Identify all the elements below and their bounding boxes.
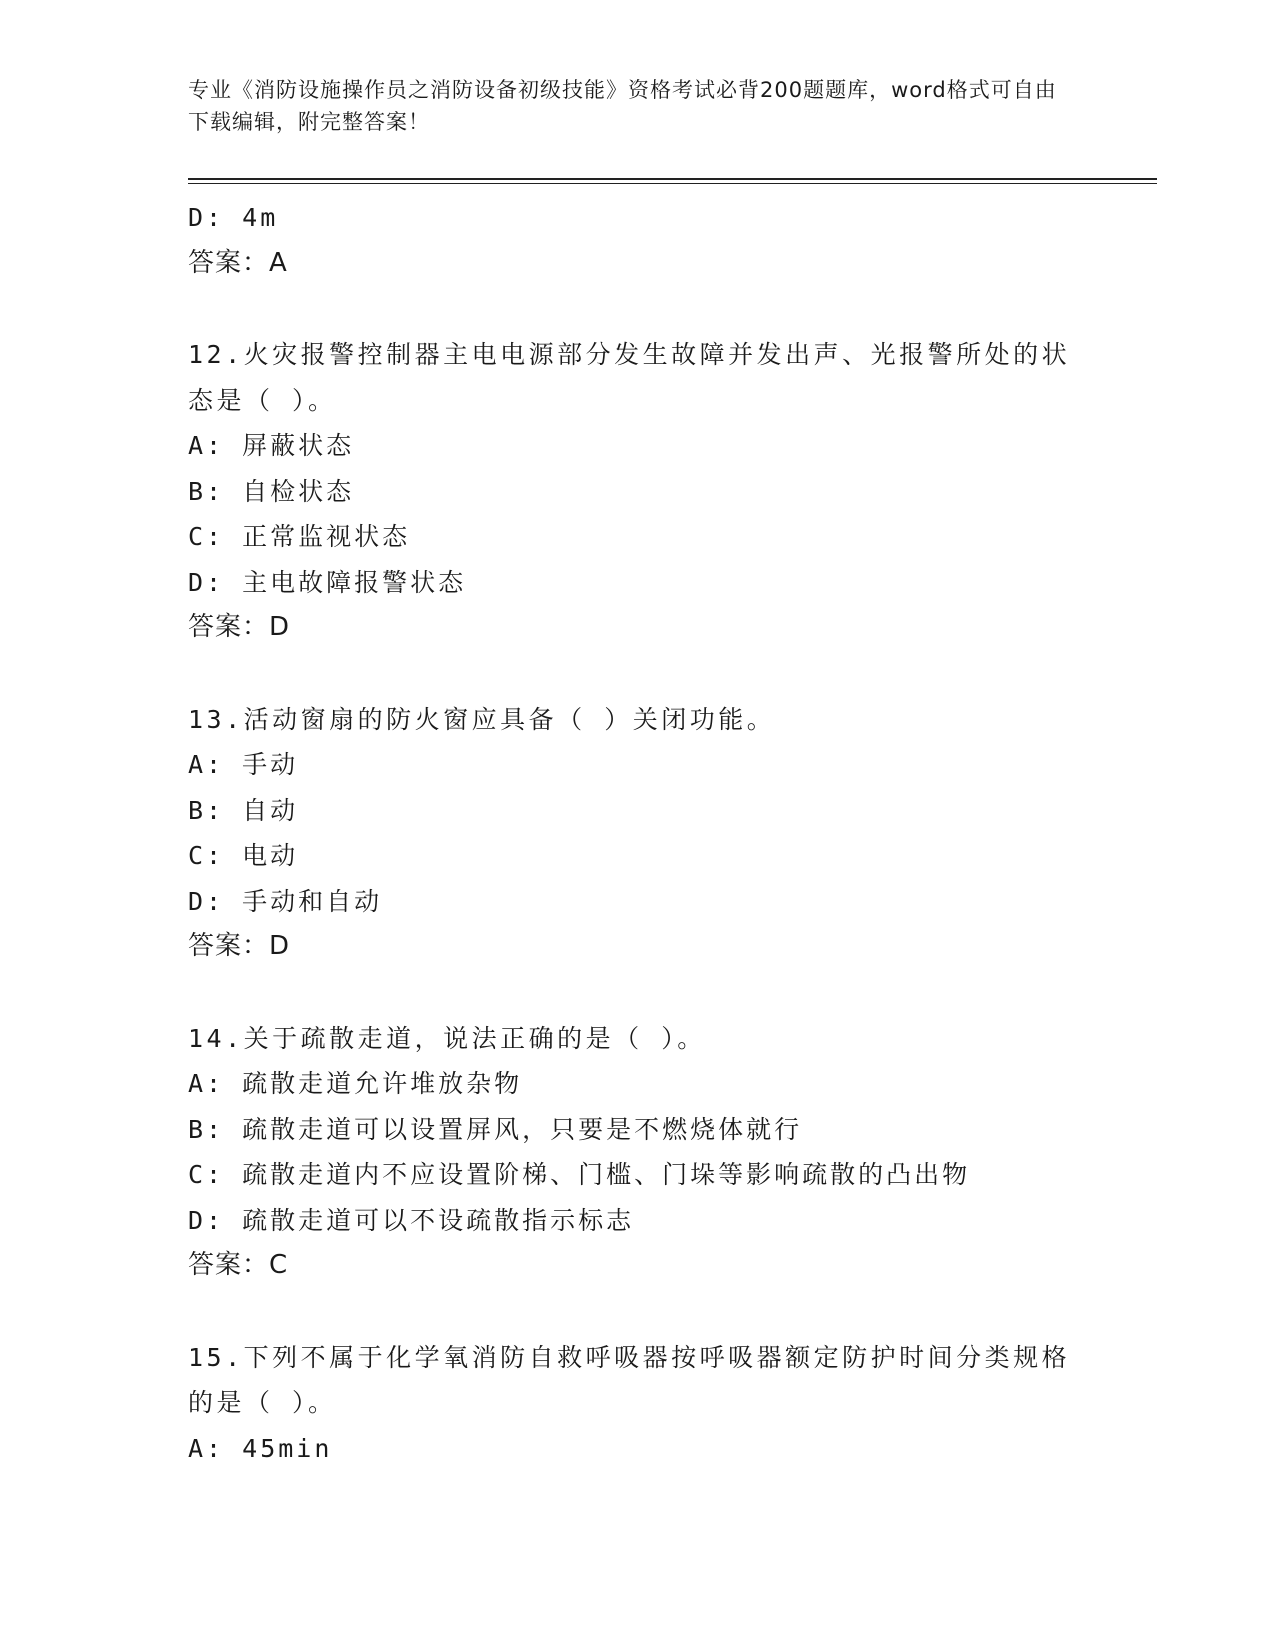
question-stem: 12.火灾报警控制器主电电源部分发生故障并发出声、光报警所处的状: [188, 340, 1071, 369]
question-stem-continued: 的是（ ）。: [188, 1388, 337, 1417]
option-a: A: 手动: [188, 750, 299, 779]
option-d: D: 疏散走道可以不设疏散指示标志: [188, 1205, 635, 1235]
answer-line: 答案：D: [188, 612, 291, 642]
question-12: [188, 332, 1088, 651]
answer-line: 答案：D: [188, 931, 291, 961]
answer-line: 答案：A: [188, 247, 288, 278]
option-a: A: 45min: [188, 1433, 333, 1463]
option-b: B: 自检状态: [188, 476, 355, 506]
option-b: B: 疏散走道可以设置屏风，只要是不燃烧体就行: [188, 1114, 803, 1144]
option-c: C: 疏散走道内不应设置阶梯、门槛、门垛等影响疏散的凸出物: [188, 1160, 971, 1189]
question-stem: 13.活动窗扇的防火窗应具备（ ）关闭功能。: [188, 704, 776, 734]
document-header: 专业《消防设施操作员之消防设备初级技能》资格考试必背200题题库，word格式可自由下载编辑，附完整答案！: [188, 78, 1057, 134]
option-c: C: 正常监视状态: [188, 522, 411, 551]
question-stem: 14.关于疏散走道，说法正确的是（ ）。: [188, 1023, 706, 1053]
question-stem: 15.下列不属于化学氧消防自救呼吸器按呼吸器额定防护时间分类规格: [188, 1342, 1071, 1372]
question-14: [188, 1016, 1088, 1289]
question-content: [188, 195, 1088, 1471]
option-d: D: 主电故障报警状态: [188, 567, 467, 597]
header-divider-thin: [188, 183, 1157, 184]
option-a: A: 屏蔽状态: [188, 431, 355, 460]
option-c: C: 电动: [188, 841, 299, 870]
answer-line: 答案：C: [188, 1250, 289, 1280]
option-b: B: 自动: [188, 795, 299, 825]
option-d: D: 4m: [188, 203, 279, 232]
option-d: D: 手动和自动: [188, 886, 383, 916]
option-a: A: 疏散走道允许堆放杂物: [188, 1069, 523, 1098]
question-13: [188, 697, 1088, 970]
question-15: [188, 1335, 1088, 1472]
header-divider-thick: [188, 178, 1157, 180]
question-stem-continued: 态是（ ）。: [188, 385, 337, 415]
